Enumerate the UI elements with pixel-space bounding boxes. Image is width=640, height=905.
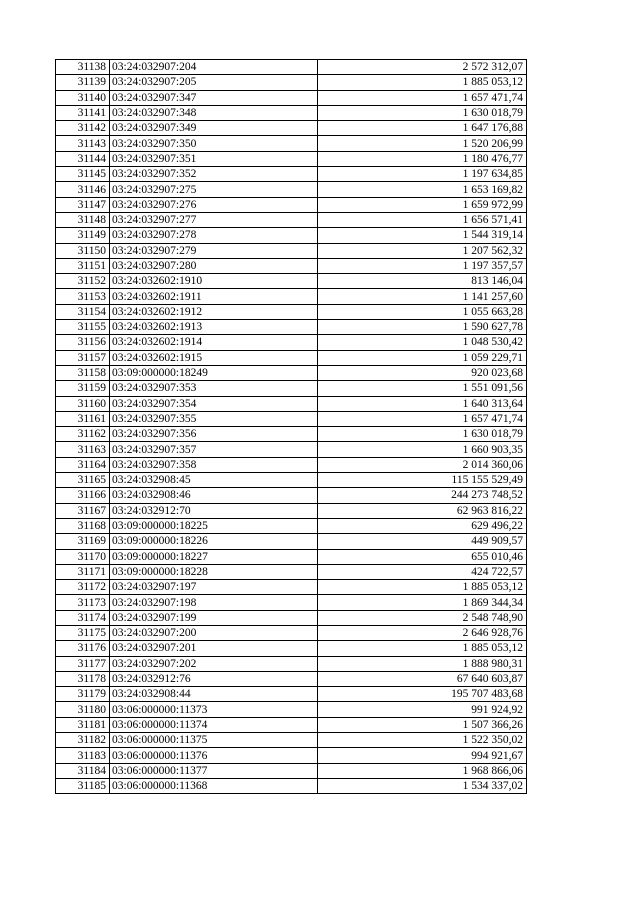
cadastral-number-cell: 03:24:032907:349 <box>110 121 318 136</box>
value-cell: 1 055 663,28 <box>318 304 527 319</box>
row-number-cell: 31174 <box>56 610 110 625</box>
table-row <box>56 274 527 289</box>
row-number-cell: 31184 <box>56 763 110 778</box>
table-row <box>56 75 527 90</box>
table-row <box>56 228 527 243</box>
value-cell: 1 647 176,88 <box>318 121 527 136</box>
row-number-cell: 31179 <box>56 687 110 702</box>
value-cell: 994 921,67 <box>318 748 527 763</box>
cadastral-number-cell: 03:09:000000:18249 <box>110 365 318 380</box>
cadastral-number-cell: 03:24:032907:350 <box>110 136 318 151</box>
cadastral-number-cell: 03:06:000000:11368 <box>110 778 318 793</box>
row-number-cell: 31168 <box>56 518 110 533</box>
table-row <box>56 427 527 442</box>
row-number-cell: 31155 <box>56 320 110 335</box>
row-number-cell: 31140 <box>56 90 110 105</box>
row-number-cell: 31149 <box>56 228 110 243</box>
cadastral-number-cell: 03:09:000000:18228 <box>110 564 318 579</box>
value-cell: 1 059 229,71 <box>318 350 527 365</box>
cadastral-number-cell: 03:24:032907:352 <box>110 167 318 182</box>
value-cell: 655 010,46 <box>318 549 527 564</box>
cadastral-number-cell: 03:24:032907:200 <box>110 625 318 640</box>
row-number-cell: 31158 <box>56 365 110 380</box>
cadastral-number-cell: 03:09:000000:18225 <box>110 518 318 533</box>
cadastral-number-cell: 03:24:032602:1912 <box>110 304 318 319</box>
cadastral-number-cell: 03:24:032907:279 <box>110 243 318 258</box>
table-row <box>56 212 527 227</box>
row-number-cell: 31169 <box>56 534 110 549</box>
value-cell: 449 909,57 <box>318 534 527 549</box>
row-number-cell: 31157 <box>56 350 110 365</box>
value-cell: 1 197 634,85 <box>318 167 527 182</box>
value-cell: 1 180 476,77 <box>318 151 527 166</box>
table-row <box>56 335 527 350</box>
cadastral-number-cell: 03:06:000000:11374 <box>110 717 318 732</box>
row-number-cell: 31182 <box>56 733 110 748</box>
cadastral-number-cell: 03:24:032912:70 <box>110 503 318 518</box>
cadastral-number-cell: 03:24:032602:1915 <box>110 350 318 365</box>
value-cell: 1 657 471,74 <box>318 411 527 426</box>
value-cell: 1 656 571,41 <box>318 212 527 227</box>
table-row <box>56 687 527 702</box>
table-row <box>56 733 527 748</box>
value-cell: 1 520 206,99 <box>318 136 527 151</box>
table-row <box>56 151 527 166</box>
value-cell: 1 869 344,34 <box>318 595 527 610</box>
cadastral-number-cell: 03:24:032907:280 <box>110 258 318 273</box>
row-number-cell: 31165 <box>56 473 110 488</box>
value-cell: 920 023,68 <box>318 365 527 380</box>
cadastral-number-cell: 03:24:032907:351 <box>110 151 318 166</box>
cadastral-number-cell: 03:24:032907:358 <box>110 457 318 472</box>
table-row <box>56 105 527 120</box>
cadastral-number-cell: 03:24:032907:198 <box>110 595 318 610</box>
row-number-cell: 31170 <box>56 549 110 564</box>
row-number-cell: 31173 <box>56 595 110 610</box>
row-number-cell: 31163 <box>56 442 110 457</box>
row-number-cell: 31146 <box>56 182 110 197</box>
cadastral-number-cell: 03:24:032907:199 <box>110 610 318 625</box>
table-row <box>56 641 527 656</box>
value-cell: 244 273 748,52 <box>318 488 527 503</box>
row-number-cell: 31141 <box>56 105 110 120</box>
table-row <box>56 411 527 426</box>
cadastral-number-cell: 03:06:000000:11377 <box>110 763 318 778</box>
cadastral-number-cell: 03:24:032908:44 <box>110 687 318 702</box>
value-cell: 1 660 903,35 <box>318 442 527 457</box>
row-number-cell: 31180 <box>56 702 110 717</box>
cadastral-number-cell: 03:24:032907:355 <box>110 411 318 426</box>
value-cell: 67 640 603,87 <box>318 671 527 686</box>
value-cell: 1 968 866,06 <box>318 763 527 778</box>
value-cell: 1 207 562,32 <box>318 243 527 258</box>
value-cell: 1 544 319,14 <box>318 228 527 243</box>
table-row <box>56 702 527 717</box>
table-row <box>56 717 527 732</box>
row-number-cell: 31154 <box>56 304 110 319</box>
cadastral-number-cell: 03:24:032602:1914 <box>110 335 318 350</box>
row-number-cell: 31178 <box>56 671 110 686</box>
row-number-cell: 31175 <box>56 625 110 640</box>
table-row <box>56 350 527 365</box>
value-cell: 2 548 748,90 <box>318 610 527 625</box>
value-cell: 2 646 928,76 <box>318 625 527 640</box>
cadastral-number-cell: 03:24:032907:201 <box>110 641 318 656</box>
table-row <box>56 442 527 457</box>
table-row <box>56 182 527 197</box>
table-row <box>56 197 527 212</box>
row-number-cell: 31160 <box>56 396 110 411</box>
row-number-cell: 31150 <box>56 243 110 258</box>
cadastral-number-cell: 03:24:032908:46 <box>110 488 318 503</box>
table-row <box>56 167 527 182</box>
row-number-cell: 31167 <box>56 503 110 518</box>
cadastral-number-cell: 03:06:000000:11373 <box>110 702 318 717</box>
row-number-cell: 31148 <box>56 212 110 227</box>
value-cell: 1 551 091,56 <box>318 381 527 396</box>
cadastral-number-cell: 03:24:032907:202 <box>110 656 318 671</box>
cadastral-number-cell: 03:24:032907:275 <box>110 182 318 197</box>
table-row <box>56 518 527 533</box>
value-cell: 195 707 483,68 <box>318 687 527 702</box>
table-row <box>56 610 527 625</box>
table-row <box>56 625 527 640</box>
cadastral-value-table <box>55 59 527 794</box>
table-row <box>56 748 527 763</box>
table-row <box>56 136 527 151</box>
value-cell: 2 572 312,07 <box>318 60 527 75</box>
value-cell: 813 146,04 <box>318 274 527 289</box>
table-row <box>56 258 527 273</box>
table-row <box>56 320 527 335</box>
row-number-cell: 31177 <box>56 656 110 671</box>
row-number-cell: 31181 <box>56 717 110 732</box>
row-number-cell: 31151 <box>56 258 110 273</box>
value-cell: 1 885 053,12 <box>318 75 527 90</box>
value-cell: 1 141 257,60 <box>318 289 527 304</box>
value-cell: 1 534 337,02 <box>318 778 527 793</box>
value-cell: 629 496,22 <box>318 518 527 533</box>
row-number-cell: 31139 <box>56 75 110 90</box>
cadastral-number-cell: 03:24:032908:45 <box>110 473 318 488</box>
cadastral-number-cell: 03:24:032907:354 <box>110 396 318 411</box>
table-row <box>56 365 527 380</box>
cadastral-number-cell: 03:24:032907:204 <box>110 60 318 75</box>
row-number-cell: 31183 <box>56 748 110 763</box>
value-cell: 1 653 169,82 <box>318 182 527 197</box>
row-number-cell: 31144 <box>56 151 110 166</box>
row-number-cell: 31161 <box>56 411 110 426</box>
table-row <box>56 473 527 488</box>
value-cell: 1 590 627,78 <box>318 320 527 335</box>
row-number-cell: 31164 <box>56 457 110 472</box>
cadastral-number-cell: 03:24:032912:76 <box>110 671 318 686</box>
row-number-cell: 31145 <box>56 167 110 182</box>
cadastral-number-cell: 03:24:032907:353 <box>110 381 318 396</box>
table-row <box>56 763 527 778</box>
value-cell: 1 630 018,79 <box>318 427 527 442</box>
row-number-cell: 31152 <box>56 274 110 289</box>
value-cell: 1 885 053,12 <box>318 641 527 656</box>
cadastral-number-cell: 03:09:000000:18226 <box>110 534 318 549</box>
cadastral-number-cell: 03:24:032907:347 <box>110 90 318 105</box>
row-number-cell: 31166 <box>56 488 110 503</box>
value-cell: 1 888 980,31 <box>318 656 527 671</box>
table-row <box>56 595 527 610</box>
table-row <box>56 289 527 304</box>
row-number-cell: 31142 <box>56 121 110 136</box>
table-row <box>56 671 527 686</box>
value-cell: 1 522 350,02 <box>318 733 527 748</box>
value-cell: 991 924,92 <box>318 702 527 717</box>
table-row <box>56 90 527 105</box>
table-row <box>56 503 527 518</box>
value-cell: 1 197 357,57 <box>318 258 527 273</box>
row-number-cell: 31159 <box>56 381 110 396</box>
value-cell: 1 048 530,42 <box>318 335 527 350</box>
table-row <box>56 60 527 75</box>
value-cell: 62 963 816,22 <box>318 503 527 518</box>
cadastral-number-cell: 03:24:032907:356 <box>110 427 318 442</box>
table-row <box>56 580 527 595</box>
value-cell: 115 155 529,49 <box>318 473 527 488</box>
cadastral-number-cell: 03:06:000000:11376 <box>110 748 318 763</box>
table-row <box>56 121 527 136</box>
value-cell: 1 659 972,99 <box>318 197 527 212</box>
row-number-cell: 31143 <box>56 136 110 151</box>
row-number-cell: 31172 <box>56 580 110 595</box>
cadastral-number-cell: 03:24:032907:205 <box>110 75 318 90</box>
row-number-cell: 31176 <box>56 641 110 656</box>
table-row <box>56 549 527 564</box>
value-cell: 2 014 360,06 <box>318 457 527 472</box>
cadastral-number-cell: 03:09:000000:18227 <box>110 549 318 564</box>
row-number-cell: 31171 <box>56 564 110 579</box>
cadastral-number-cell: 03:24:032907:278 <box>110 228 318 243</box>
row-number-cell: 31153 <box>56 289 110 304</box>
table-row <box>56 381 527 396</box>
cadastral-number-cell: 03:24:032907:197 <box>110 580 318 595</box>
value-cell: 1 657 471,74 <box>318 90 527 105</box>
row-number-cell: 31138 <box>56 60 110 75</box>
table-row <box>56 457 527 472</box>
table-row <box>56 304 527 319</box>
cadastral-number-cell: 03:24:032907:357 <box>110 442 318 457</box>
table-body <box>56 60 527 794</box>
table-row <box>56 564 527 579</box>
value-cell: 1 640 313,64 <box>318 396 527 411</box>
value-cell: 424 722,57 <box>318 564 527 579</box>
cadastral-number-cell: 03:24:032602:1910 <box>110 274 318 289</box>
table-row <box>56 488 527 503</box>
value-cell: 1 885 053,12 <box>318 580 527 595</box>
table-row <box>56 396 527 411</box>
cadastral-number-cell: 03:06:000000:11375 <box>110 733 318 748</box>
row-number-cell: 31162 <box>56 427 110 442</box>
cadastral-number-cell: 03:24:032907:277 <box>110 212 318 227</box>
table-row <box>56 534 527 549</box>
value-cell: 1 507 366,26 <box>318 717 527 732</box>
cadastral-number-cell: 03:24:032602:1913 <box>110 320 318 335</box>
row-number-cell: 31185 <box>56 778 110 793</box>
row-number-cell: 31156 <box>56 335 110 350</box>
table-row <box>56 778 527 793</box>
table-row <box>56 656 527 671</box>
cadastral-number-cell: 03:24:032602:1911 <box>110 289 318 304</box>
table-row <box>56 243 527 258</box>
cadastral-number-cell: 03:24:032907:348 <box>110 105 318 120</box>
row-number-cell: 31147 <box>56 197 110 212</box>
cadastral-number-cell: 03:24:032907:276 <box>110 197 318 212</box>
value-cell: 1 630 018,79 <box>318 105 527 120</box>
